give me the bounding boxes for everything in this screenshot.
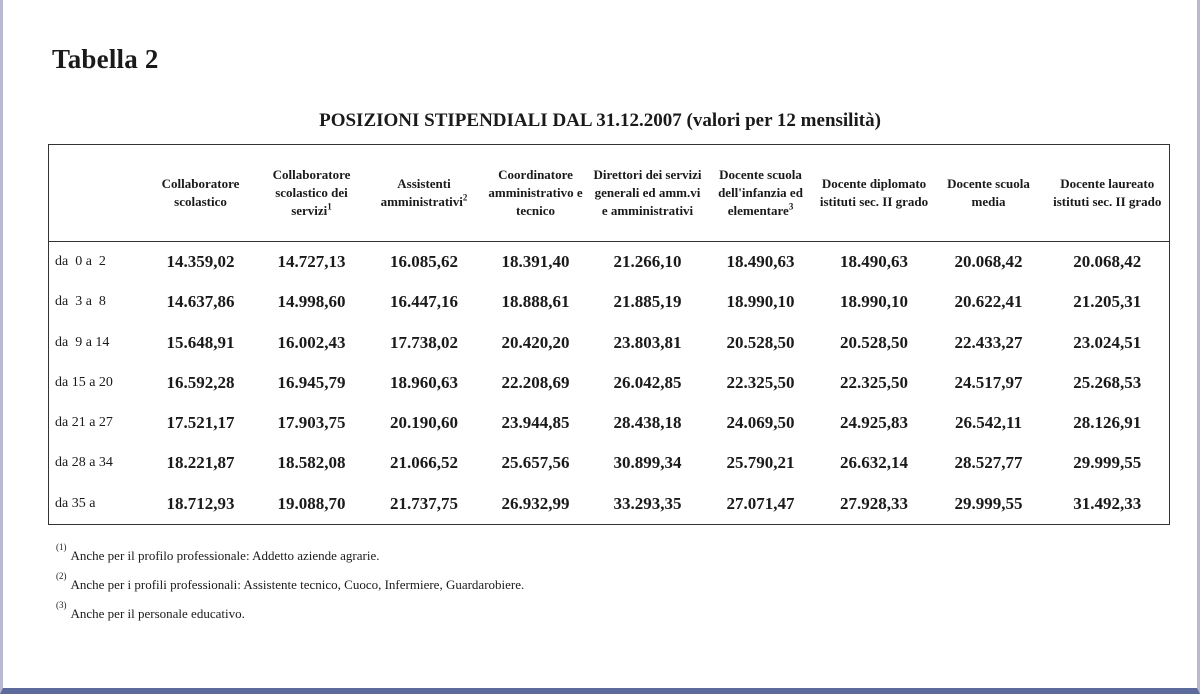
salary-cell: 22.325,50 bbox=[840, 372, 908, 392]
range-cell: da 15 a 20 bbox=[55, 374, 113, 390]
salary-cell: 20.622,41 bbox=[954, 292, 1023, 312]
salary-cell: 31.492,33 bbox=[1073, 493, 1142, 513]
column-header: Docente scuola media bbox=[932, 145, 1046, 242]
footnote bbox=[56, 573, 524, 602]
salary-cell: 29.999,55 bbox=[954, 493, 1023, 513]
footnotes bbox=[56, 544, 524, 631]
salary-cell: 21.266,10 bbox=[613, 252, 682, 272]
footnote-text: Anche per il profilo professionale: Addetto aziende agrarie. bbox=[70, 548, 380, 563]
salary-cell: 27.928,33 bbox=[840, 493, 908, 513]
salary-cell: 20.420,20 bbox=[501, 332, 570, 352]
salary-cell: 16.592,28 bbox=[166, 372, 235, 392]
salary-cell: 16.945,79 bbox=[277, 372, 346, 392]
salary-cell: 16.085,62 bbox=[390, 252, 458, 272]
salary-cell: 26.632,14 bbox=[840, 453, 908, 473]
salary-cell: 18.582,08 bbox=[277, 453, 346, 473]
table-row bbox=[49, 242, 1170, 283]
salary-cell: 16.002,43 bbox=[277, 332, 346, 352]
salary-cell: 18.990,10 bbox=[840, 292, 908, 312]
footnote-mark: (3) bbox=[56, 600, 67, 610]
column-header: Collaboratore scolastico bbox=[146, 145, 256, 242]
salary-cell: 18.490,63 bbox=[840, 252, 908, 272]
range-header bbox=[49, 145, 146, 242]
salary-cell: 18.490,63 bbox=[726, 252, 795, 272]
range-cell: da 35 a bbox=[55, 495, 96, 511]
salary-cell: 20.528,50 bbox=[726, 332, 795, 352]
salary-cell: 27.071,47 bbox=[726, 493, 795, 513]
salary-cell: 17.738,02 bbox=[390, 332, 458, 352]
column-header: Docente laureato istituti sec. II grado bbox=[1046, 145, 1170, 242]
footnote-mark: (1) bbox=[56, 542, 67, 552]
salary-cell: 14.359,02 bbox=[166, 252, 235, 272]
range-cell: da 0 a 2 bbox=[55, 254, 106, 270]
document-title: Tabella 2 bbox=[52, 44, 159, 74]
salary-cell: 23.803,81 bbox=[613, 332, 682, 352]
salary-cell: 17.521,17 bbox=[166, 413, 235, 433]
salary-cell: 33.293,35 bbox=[613, 493, 682, 513]
salary-cell: 18.221,87 bbox=[166, 453, 235, 473]
footnote-text: Anche per i profili professionali: Assistente tecnico, Cuoco, Infermiere, Guardarobiere. bbox=[70, 577, 525, 592]
column-header: Docente scuola dell'infanzia ed elementare$^3$ bbox=[705, 145, 817, 242]
salary-cell: 21.885,19 bbox=[613, 292, 682, 312]
salary-cell: 24.069,50 bbox=[726, 413, 795, 433]
range-cell: da 9 a 14 bbox=[55, 334, 110, 350]
salary-cell: 24.517,97 bbox=[954, 372, 1023, 392]
salary-cell: 23.024,51 bbox=[1073, 332, 1142, 352]
salary-cell: 18.888,61 bbox=[501, 292, 570, 312]
salary-cell: 23.944,85 bbox=[501, 413, 570, 433]
salary-cell: 24.925,83 bbox=[840, 413, 908, 433]
salary-cell: 14.998,60 bbox=[277, 292, 346, 312]
salary-cell: 14.637,86 bbox=[166, 292, 235, 312]
salary-cell: 16.447,16 bbox=[390, 292, 458, 312]
salary-cell: 17.903,75 bbox=[277, 413, 346, 433]
table-heading: POSIZIONI STIPENDIALI DAL 31.12.2007 (valori per 12 mensilità) bbox=[319, 110, 881, 131]
salary-cell: 28.126,91 bbox=[1073, 413, 1142, 433]
column-header: Assistenti amministrativi$^2$ bbox=[368, 145, 481, 242]
salary-cell: 21.066,52 bbox=[390, 453, 458, 473]
salary-cell: 21.205,31 bbox=[1073, 292, 1142, 312]
footnote bbox=[56, 602, 524, 631]
salary-cell: 29.999,55 bbox=[1073, 453, 1142, 473]
column-header: Docente diplomato istituti sec. II grado bbox=[817, 145, 932, 242]
column-header: Direttori dei servizi generali ed amm.vi e amministrativi bbox=[591, 145, 705, 242]
salary-cell: 28.527,77 bbox=[954, 453, 1023, 473]
footnote-text: Anche per il personale educativo. bbox=[70, 606, 245, 621]
salary-cell: 25.790,21 bbox=[726, 453, 795, 473]
salary-cell: 30.899,34 bbox=[613, 453, 682, 473]
salary-cell: 26.542,11 bbox=[954, 413, 1023, 433]
salary-cell: 15.648,91 bbox=[166, 332, 235, 352]
salary-cell: 25.657,56 bbox=[501, 453, 570, 473]
table-row bbox=[49, 363, 1170, 403]
salary-table bbox=[48, 144, 1170, 525]
salary-cell: 18.990,10 bbox=[726, 292, 795, 312]
salary-cell: 22.208,69 bbox=[501, 372, 570, 392]
salary-cell: 20.068,42 bbox=[1073, 252, 1142, 272]
salary-cell: 14.727,13 bbox=[277, 252, 346, 272]
salary-cell: 28.438,18 bbox=[613, 413, 682, 433]
salary-cell: 21.737,75 bbox=[390, 493, 458, 513]
column-header: Collaboratore scolastico dei servizi$^1$ bbox=[256, 145, 368, 242]
salary-cell: 22.433,27 bbox=[954, 332, 1023, 352]
table-row bbox=[49, 323, 1170, 363]
salary-cell: 26.932,99 bbox=[501, 493, 570, 513]
table-row bbox=[49, 403, 1170, 443]
range-cell: da 21 a 27 bbox=[55, 415, 113, 431]
table-row bbox=[49, 282, 1170, 322]
salary-cell: 20.528,50 bbox=[840, 332, 908, 352]
salary-cell: 18.712,93 bbox=[166, 493, 235, 513]
footnote-mark: (2) bbox=[56, 571, 67, 581]
salary-cell: 19.088,70 bbox=[277, 493, 346, 513]
table-row bbox=[49, 484, 1170, 525]
table-row bbox=[49, 443, 1170, 483]
salary-cell: 20.068,42 bbox=[954, 252, 1023, 272]
salary-cell: 18.960,63 bbox=[390, 372, 458, 392]
salary-cell: 20.190,60 bbox=[390, 413, 458, 433]
header-row bbox=[49, 145, 1170, 242]
footnote bbox=[56, 544, 524, 573]
range-cell: da 28 a 34 bbox=[55, 455, 113, 471]
range-cell: da 3 a 8 bbox=[55, 294, 106, 310]
salary-cell: 25.268,53 bbox=[1073, 372, 1142, 392]
column-header: Coordinatore amministrativo e tecnico bbox=[481, 145, 591, 242]
salary-cell: 18.391,40 bbox=[501, 252, 570, 272]
salary-cell: 26.042,85 bbox=[613, 372, 682, 392]
salary-cell: 22.325,50 bbox=[726, 372, 795, 392]
